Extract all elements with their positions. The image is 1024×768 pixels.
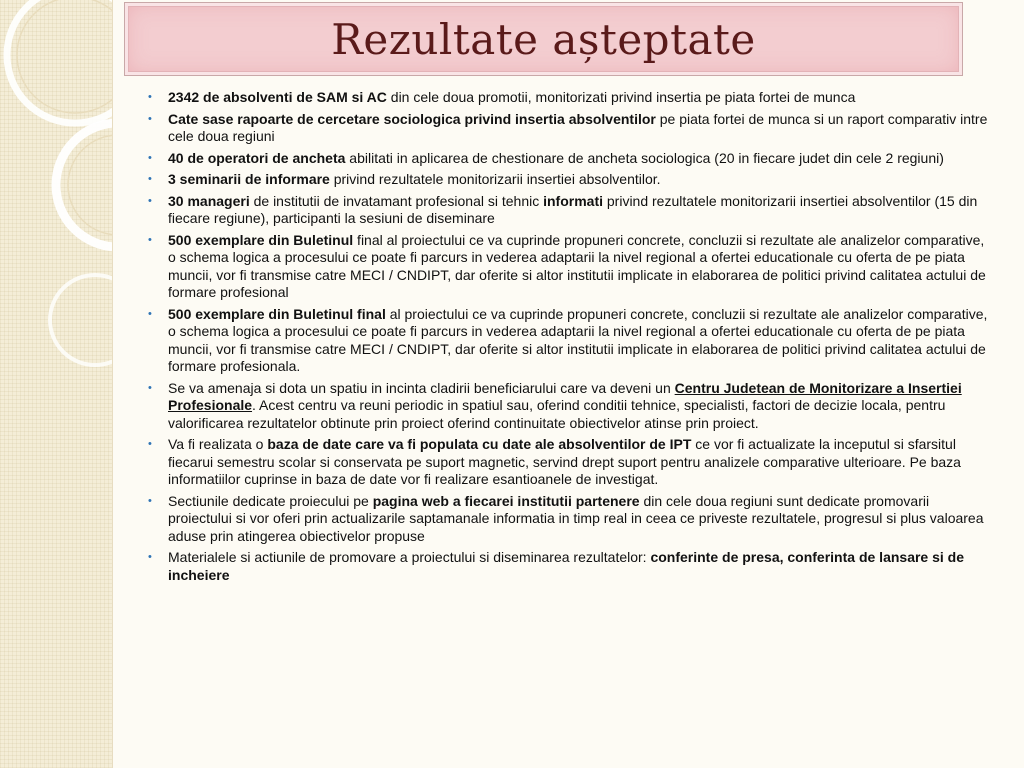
item-text: Sectiunile dedicate proiecului pe xyxy=(168,492,373,509)
slide-content xyxy=(148,89,994,588)
item-text-emphasis: informati xyxy=(543,192,603,209)
list-item xyxy=(148,549,994,584)
bullet-dot-icon: • xyxy=(148,438,152,450)
bullet-dot-icon: • xyxy=(148,307,152,320)
item-text-emphasis: Centru Judetean de Monitorizare a Insertiei Profesionale xyxy=(168,379,962,413)
list-item xyxy=(148,171,994,189)
item-text: Se va amenaja si dota un spatiu in incinta cladirii beneficiarului care va deveni un xyxy=(168,379,675,396)
item-text: privind rezultatele monitorizarii insertiei absolventilor. xyxy=(329,171,661,187)
bullet-dot-icon: • xyxy=(148,91,152,103)
list-item xyxy=(148,232,994,302)
decorative-side-panel xyxy=(0,0,113,768)
list-item xyxy=(148,380,994,433)
list-item xyxy=(148,193,994,228)
item-text-emphasis: pagina web a fiecarei institutii partenere xyxy=(372,492,640,509)
list-item xyxy=(148,111,994,146)
bullet-dot-icon: • xyxy=(148,381,152,394)
bullet-dot-icon: • xyxy=(148,194,152,207)
bullet-dot-icon: • xyxy=(148,233,152,246)
item-text: abilitati in aplicarea de chestionare de ancheta sociologica (20 in fiecare judet din cele 2 regiuni) xyxy=(345,149,944,166)
item-text: Materialele si actiunile de promovare a proiectului si diseminarea rezultatelor: xyxy=(168,549,651,565)
list-item xyxy=(148,306,994,376)
item-text-emphasis: 2342 de absolventi de SAM si AC xyxy=(168,89,387,105)
results-list xyxy=(148,89,994,584)
item-text-emphasis: Cate sase rapoarte de cercetare sociologica privind insertia absolventilor xyxy=(168,110,656,127)
item-text-emphasis: 30 manageri xyxy=(168,192,250,209)
item-text: Va fi realizata o xyxy=(168,436,268,452)
item-text: ce vor fi actualizate la inceputul si sfarsitul fiecarui semestru scolar si conservata pe suport magnetic, servind drept suport pentru analizele comparative ulterioare. Pe baza informatiilor cuprinse in baza de date vor fi realizare esantioanele de investigat. xyxy=(168,436,961,487)
item-text-emphasis: 500 exemplare din Buletinul final xyxy=(168,305,386,322)
bullet-dot-icon: • xyxy=(148,151,152,164)
list-item xyxy=(148,436,994,489)
item-text-emphasis: 40 de operatori de ancheta xyxy=(168,149,346,166)
bullet-dot-icon: • xyxy=(148,551,152,563)
list-item xyxy=(148,493,994,546)
item-text: al proiectului ce va cuprinde propuneri concrete, concluzii si rezultate ale analizelor comparative, o schema logica a procesului ce poate fi parcurs in vederea adaptarii la nivel regional a ofertei educationale cu oferta de pe piata muncii, vor fi transmise catre MECI / CNDIPT, dar oferite si altor institutii implicate in elaborarea de politici privind calitatea actului de formare profesionala. xyxy=(168,305,988,374)
item-text-emphasis: 500 exemplare din Buletinul xyxy=(168,231,354,248)
item-text: pe piata fortei de munca si un raport comparativ intre cele doua regiuni xyxy=(168,110,988,144)
item-text: din cele doua regiuni sunt dedicate promovarii proiectului si vor oferi prin actualizarile saptamanale informatia in timp real in ceea ce priveste rezultatele, progresul si plus valoarea aduse prin atingerea obiectivelor propuse xyxy=(168,492,984,544)
item-text: final al proiectului ce va cuprinde propuneri concrete, concluzii si rezultate ale analizelor comparative, o schema logica a procesului ce poate fi parcurs in vederea adaptarii la nivel regional a ofertei educationale cu oferta de pe piata muncii, vor fi transmise catre MECI / CNDIPT, dar oferite si altor institutii implicate in elaborarea de politici privind calitatea actului de formare profesional xyxy=(168,231,986,300)
item-text-emphasis: baza de date care va fi populata cu date ale absolventilor de IPT xyxy=(267,436,692,452)
slide-title: Rezultate așteptate xyxy=(331,14,756,64)
list-item xyxy=(148,150,994,168)
bullet-dot-icon: • xyxy=(148,494,152,507)
decorative-circles-graphic xyxy=(0,0,112,768)
item-text-emphasis: 3 seminarii de informare xyxy=(168,171,330,187)
item-text: de institutii de invatamant profesional si tehnic xyxy=(249,192,544,209)
bullet-dot-icon: • xyxy=(148,112,152,125)
item-text: . Acest centru va reuni periodic in spatiul sau, oferind conditii tehnice, specialisti, factori de decizie locala, pentru valorificarea rezultatelor obtinute prin proiect oferind continuitate obiectivelor atinse prin proiect. xyxy=(168,397,946,431)
title-banner xyxy=(124,2,963,76)
item-text-emphasis: conferinte de presa, conferinta de lansare si de incheiere xyxy=(168,549,965,583)
bullet-dot-icon: • xyxy=(148,173,152,185)
item-text: privind rezultatele monitorizarii insertiei absolventilor (15 din fiecare regiune), participanti la sesiuni de diseminare xyxy=(168,192,978,226)
item-text: din cele doua promotii, monitorizati privind insertia pe piata fortei de munca xyxy=(386,89,856,105)
list-item xyxy=(148,89,994,107)
